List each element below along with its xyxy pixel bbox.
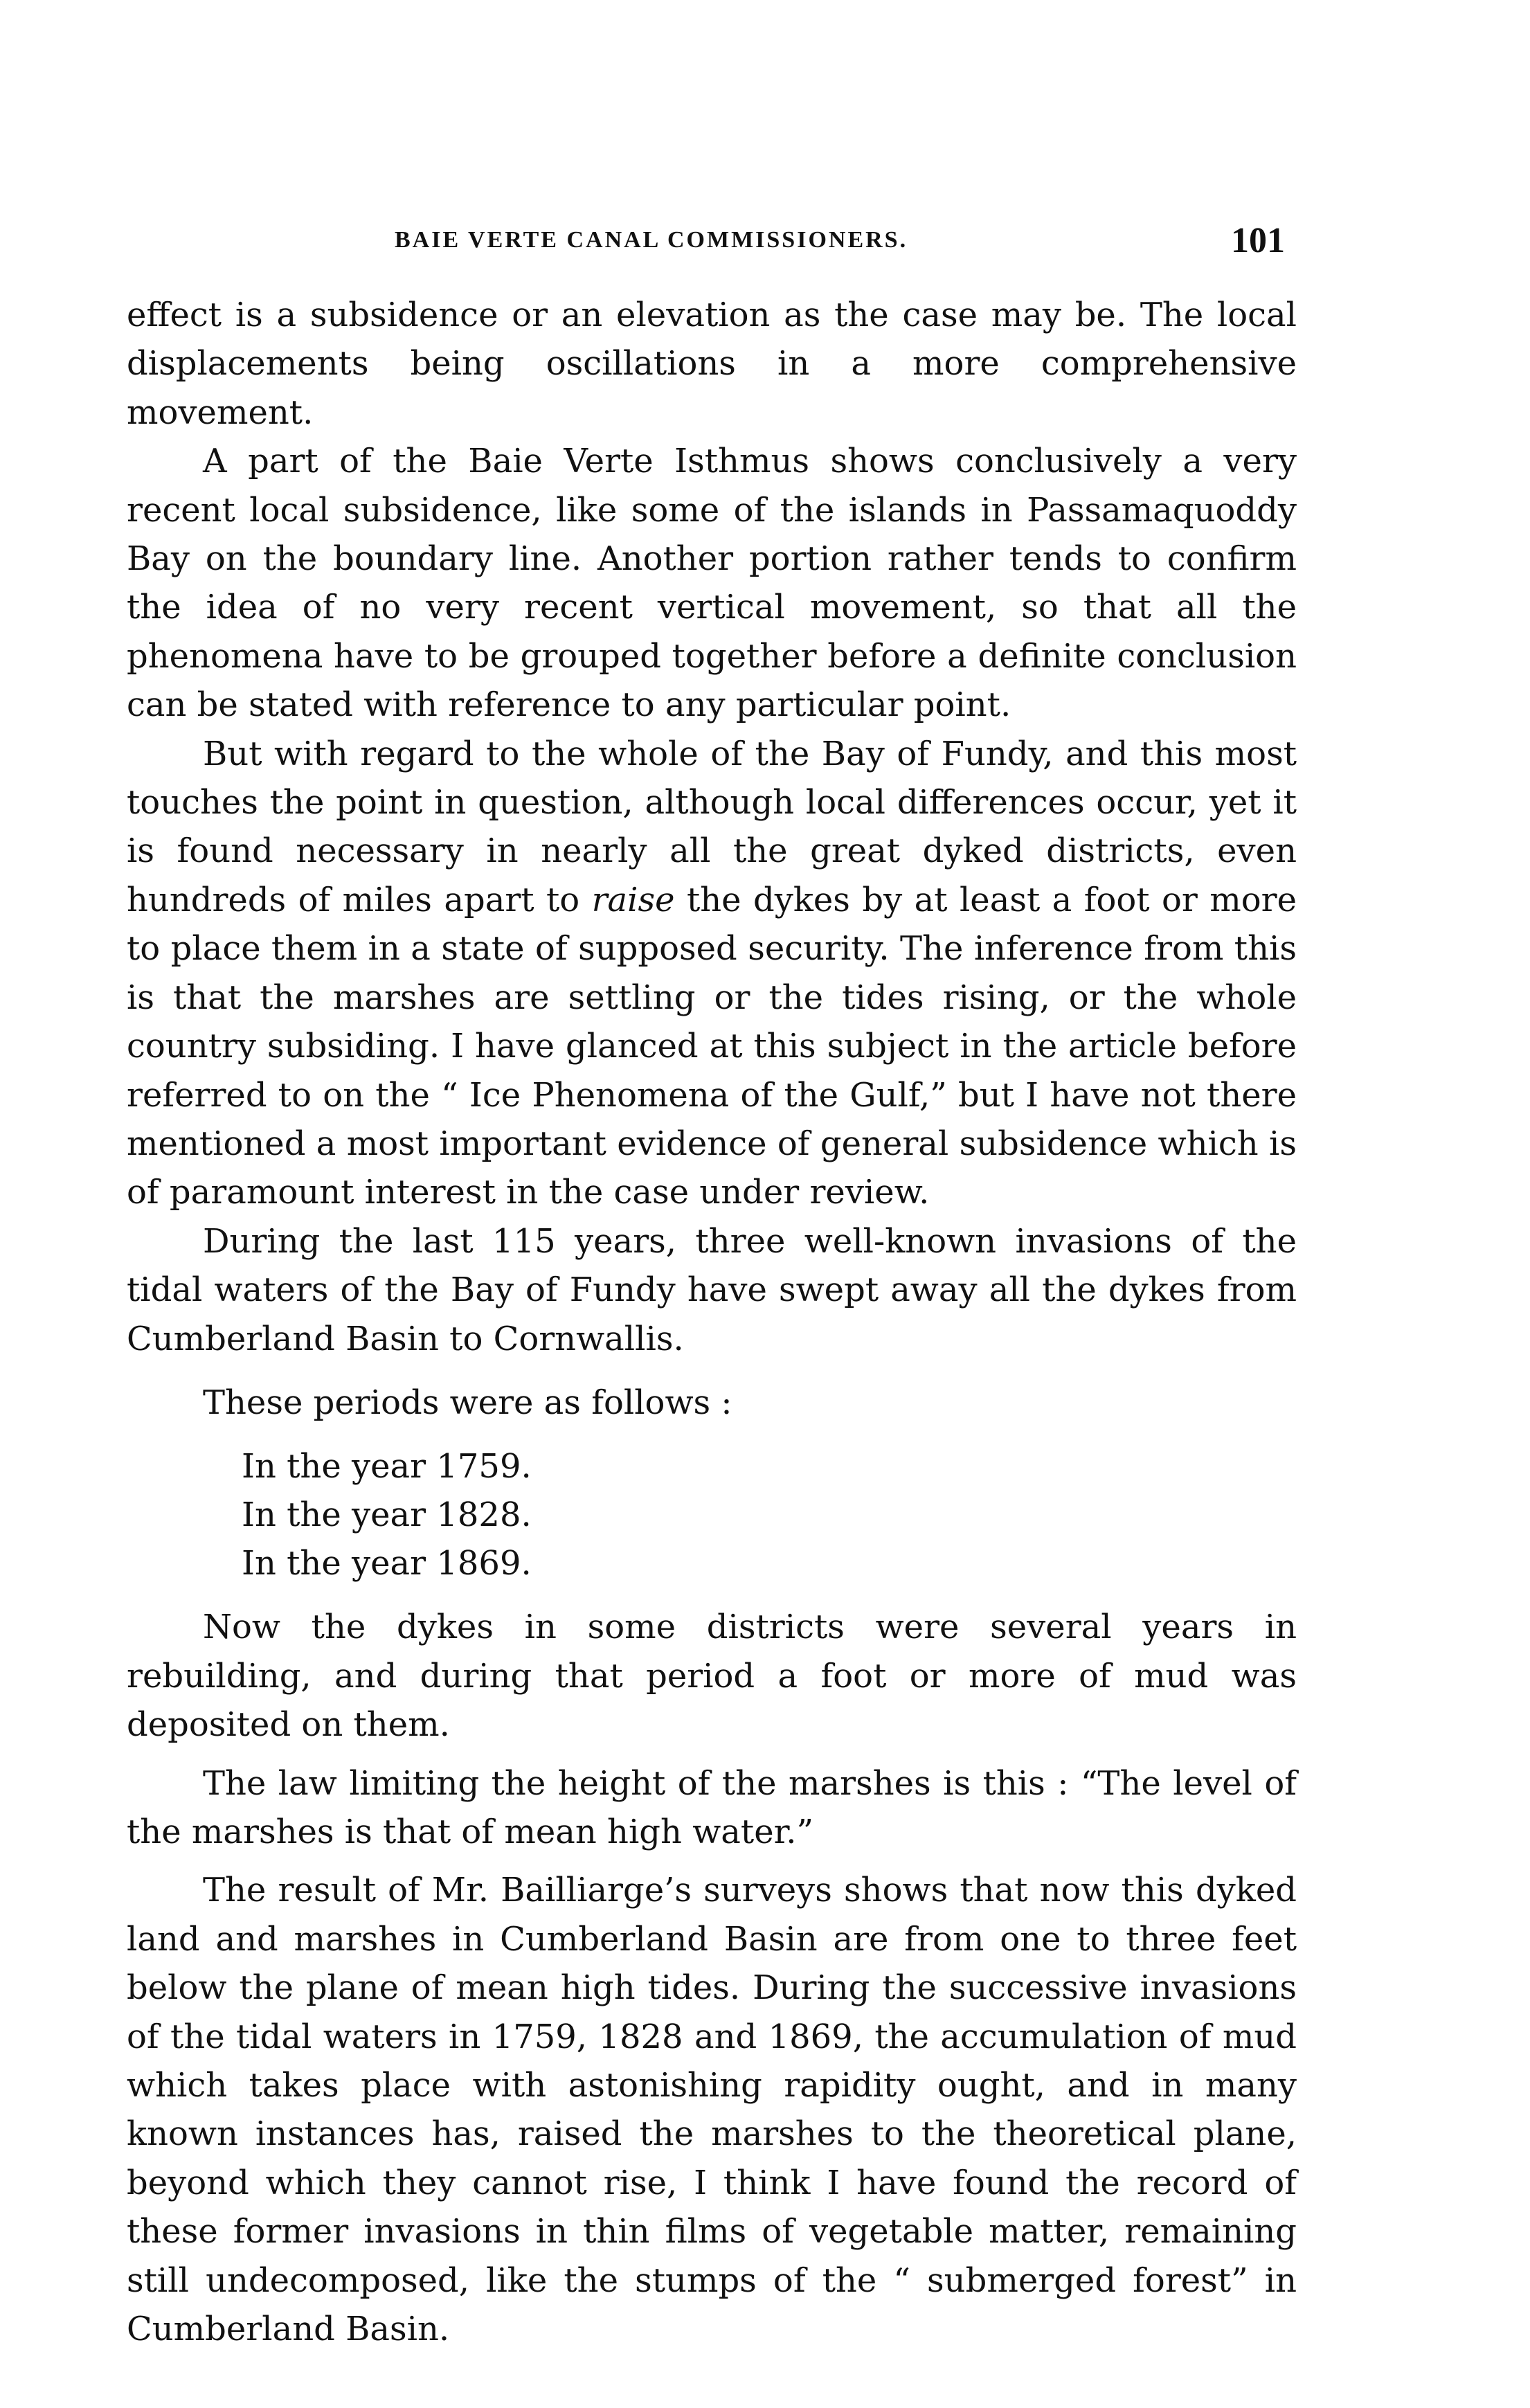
paragraph-tidal-invasions: During the last 115 years, three well-known invasions of the tidal waters of the Bay of Fundy have swept away all the dykes from Cumberland Basin to Cornwallis.: [127, 1221, 1297, 1358]
paragraph-bay-of-fundy-start: But with regard to the whole of the Bay of Fundy, and this most touches the point in question, although local differences occur, yet it is found necessary in nearly all the great dyked districts, even hundreds of miles apart to: [127, 734, 1297, 919]
list-item: In the year 1759.: [242, 1447, 532, 1486]
years-list: [127, 1442, 1297, 1588]
list-item: In the year 1869.: [242, 1544, 532, 1583]
paragraph-isthmus-subsidence: A part of the Baie Verte Isthmus shows conclusively a very recent local subsidence, like some of the islands in Passamaquoddy Bay on the boundary line. Another portion rather tends to confirm the idea of no very recent vertical movement, so that all the phenomena have to be grouped together before a definite conclusion can be stated with reference to any particular point.: [127, 442, 1297, 725]
page-number: 101: [1231, 221, 1285, 260]
paragraph-periods-intro: These periods were as follows :: [203, 1383, 732, 1422]
paragraph-survey-results: The result of Mr. Bailliarge’s surveys shows that now this dyked land and marshes in Cumberland Basin are from one to three feet below the plane of mean high tides. During the successive invasions of the tidal waters in 1759, 1828 and 1869, the accumulation of mud which takes place with astonishing rapidity ought, and in many known instances has, raised the marshes to the theoretical plane, beyond which they cannot rise, I think I have found the record of these former invasions in thin films of vegetable matter, remaining still undecomposed, like the stumps of the “ submerged forest” in Cumberland Basin.: [127, 1871, 1297, 2349]
paragraph-bay-of-fundy-end: the dykes by at least a foot or more to place them in a state of supposed security. The inference from this is that the marshes are settling or the tides rising, or the whole country subsiding. I have glanced at this subject in the article before referred to on the “ Ice Phenomena of the Gulf,” but I have not there mentioned a most important evidence of general subsidence which is of paramount interest in the case under review.: [127, 880, 1297, 1212]
emphasis-raise: raise: [591, 880, 675, 919]
paragraph-rebuilding: Now the dykes in some districts were several years in rebuilding, and during that period a foot or more of mud was deposited on them.: [127, 1608, 1297, 1745]
paragraph-continuation: effect is a subsidence or an elevation as the case may be. The local displacements being oscillations in a more comprehensive movement.: [127, 296, 1297, 432]
running-head: BAIE VERTE CANAL COMMISSIONERS.: [395, 227, 908, 253]
list-item: In the year 1828.: [242, 1495, 532, 1535]
body-text: [127, 291, 1297, 2353]
paragraph-marsh-law: The law limiting the height of the marshes is this : “The level of the marshes is that of mean high water.”: [127, 1763, 1297, 1851]
paragraph-bay-of-fundy: [127, 730, 1297, 1217]
